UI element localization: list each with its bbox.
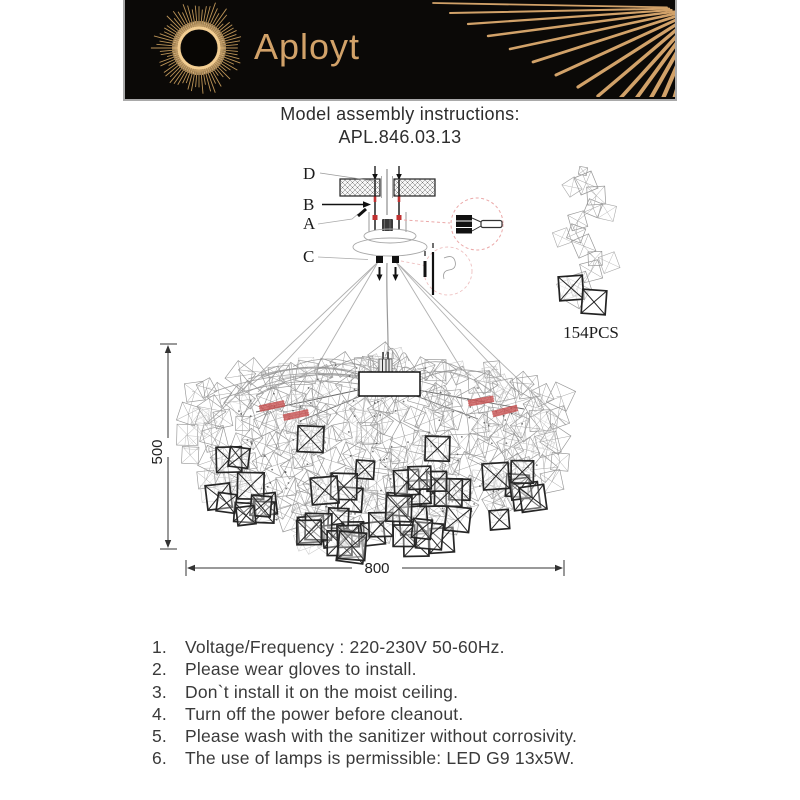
dim-width-value: 800 — [364, 560, 390, 577]
height-dimension — [149, 344, 177, 549]
label-b: B — [303, 195, 315, 214]
label-c: C — [303, 247, 315, 266]
model-number: APL.846.03.13 — [338, 126, 462, 147]
brand-banner — [123, 0, 677, 101]
label-a: A — [303, 214, 316, 233]
page-title: Model assembly instructions: — [280, 104, 520, 124]
instruction-item: 4. Turn off the power before cleanout. — [152, 703, 464, 724]
title-block — [0, 103, 800, 148]
decorative-rays — [433, 3, 675, 97]
instruction-item: 1. Voltage/Frequency : 220-230V 50-60Hz. — [152, 637, 505, 657]
crystal-strand-sample — [552, 166, 620, 314]
instructions-list — [152, 636, 577, 770]
instruction-item: 5. Please wash with the sanitizer without corrosivity. — [152, 726, 578, 747]
dim-height-value: 500 — [149, 439, 166, 465]
canopy — [353, 212, 427, 256]
brand-name: Aployt — [253, 26, 361, 67]
instruction-item: 2. Please wear gloves to install. — [152, 659, 417, 680]
wire-connector-detail — [404, 198, 503, 250]
instruction-item: 6. The use of lamps is permissible: LED G9 13x5W. — [152, 748, 575, 769]
label-d: D — [303, 164, 316, 183]
accent-marks — [260, 397, 517, 420]
driver-box — [359, 352, 420, 396]
banner-artwork — [125, 0, 675, 97]
pcs-count-label: 154PCS — [563, 323, 619, 342]
starburst-logo-icon — [151, 3, 241, 94]
part-labels — [303, 164, 374, 266]
suspension-cables — [205, 262, 566, 425]
width-dimension — [186, 560, 564, 577]
cord-grips — [376, 256, 399, 281]
instruction-item: 3. Don`t install it on the moist ceiling. — [152, 681, 459, 702]
